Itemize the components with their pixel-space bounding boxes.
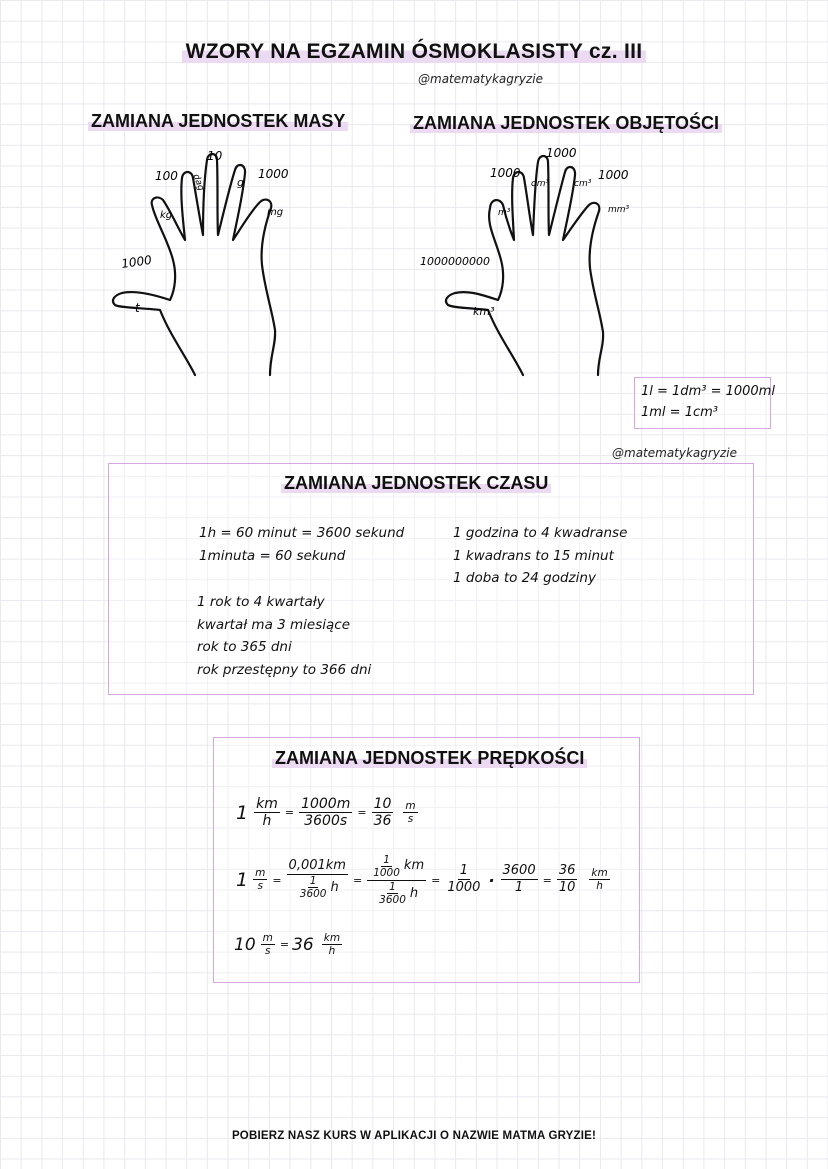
volume-unit-dm3: dm³ — [531, 179, 550, 189]
volume-hand-diagram — [418, 140, 638, 380]
volume-note-box — [634, 377, 775, 429]
volume-note-line-1: 1l = 1dm³ = 1000ml — [641, 384, 775, 399]
time-line: 1 godzina to 4 kwadranse — [453, 525, 628, 541]
time-left-group-1 — [199, 522, 404, 568]
fraction: $\frac{36}{10}$ — [558, 863, 576, 896]
author-handle-mid: @matematykagryzie — [612, 446, 737, 460]
time-line: 1 rok to 4 kwartały — [197, 594, 325, 610]
mass-hand-diagram — [100, 140, 320, 380]
mass-unit-kg: kg — [160, 210, 173, 221]
volume-unit-cm3: cm³ — [574, 179, 592, 189]
time-right-group — [453, 522, 627, 590]
mass-unit-g: g — [237, 176, 244, 189]
fraction: $\frac{1}{1000}$ km $\frac{1}{3600}$ h — [367, 854, 426, 906]
mass-heading: ZAMIANA JEDNOSTEK MASY — [88, 111, 348, 132]
fraction: $\frac{m}{s}$ — [405, 800, 416, 826]
fraction: $\frac{3600}{1}$ — [502, 863, 536, 896]
volume-factor-m3-dm3: 1000 — [490, 166, 521, 180]
fraction: $\frac{1}{1000}$ — [447, 863, 481, 896]
time-line: 1 doba to 24 godziny — [453, 570, 596, 586]
volume-unit-km3: km³ — [473, 305, 495, 318]
mass-factor-g-mg: 1000 — [258, 167, 289, 181]
time-line: kwartał ma 3 miesiące — [197, 616, 351, 633]
speed-formula-2: 1 $\frac{m}{s}$ = 0,001km $\frac{1}{3600}$ h = $\frac{1}{1000}$ km $\frac{1}{3600}$ h = $\frac{1}{1000}$ · $\frac{3600}{1}$ = $\frac{36}{10}$ $\frac{km}{h}$ — [236, 854, 608, 906]
time-left-group-2 — [197, 591, 371, 681]
time-line: rok przestępny to 366 dni — [197, 661, 372, 678]
volume-factor-cm3-mm3: 1000 — [598, 168, 629, 182]
fraction: $\frac{km}{h}$ — [256, 796, 278, 830]
time-line: 1h = 60 minut = 3600 sekund — [199, 525, 405, 541]
mass-factor-t-kg: 1000 — [120, 252, 153, 271]
fraction: $\frac{m}{s}$ — [255, 867, 266, 893]
time-heading: ZAMIANA JEDNOSTEK CZASU — [281, 473, 551, 494]
page-title: WZORY NA EGZAMIN ÓSMOKLASISTY cz. III — [0, 40, 828, 64]
author-handle-top: @matematykagryzie — [418, 72, 543, 86]
fraction: $\frac{1000m}{3600s}$ — [301, 796, 351, 830]
mass-unit-mg: mg — [267, 207, 284, 218]
fraction: 0,001km $\frac{1}{3600}$ h — [288, 858, 346, 901]
mass-unit-dag: dag — [190, 172, 206, 193]
speed-section — [213, 737, 640, 983]
fraction: $\frac{km}{h}$ — [323, 932, 341, 958]
time-line: 1 kwadrans to 15 minut — [453, 547, 614, 564]
volume-unit-mm3: mm³ — [608, 205, 630, 215]
volume-unit-m3: m³ — [498, 208, 511, 218]
time-line: rok to 365 dni — [197, 639, 292, 655]
speed-heading: ZAMIANA JEDNOSTEK PRĘDKOŚCI — [272, 748, 587, 769]
fraction: $\frac{10}{36}$ — [373, 796, 392, 830]
fraction: $\frac{km}{h}$ — [591, 867, 608, 893]
volume-heading: ZAMIANA JEDNOSTEK OBJĘTOŚCI — [410, 113, 722, 134]
volume-factor-dm3-cm3: 1000 — [546, 146, 577, 160]
mass-unit-t: t — [135, 301, 140, 315]
speed-formula-1: 1 $\frac{km}{h}$ = $\frac{1000m}{3600s}$ = $\frac{10}{36}$ $\frac{m}{s}$ — [236, 796, 416, 830]
footer-cta: POBIERZ NASZ KURS W APLIKACJI O NAZWIE MATMA GRYZIE! — [231, 1130, 597, 1142]
time-section — [108, 463, 754, 695]
time-line: 1minuta = 60 sekund — [199, 548, 346, 564]
fraction: $\frac{m}{s}$ — [262, 932, 273, 958]
mass-factor-dag-g: 10 — [207, 149, 223, 163]
volume-note-line-2: 1ml = 1cm³ — [641, 405, 718, 420]
volume-factor-km3-m3: 1000000000 — [420, 255, 490, 268]
speed-formula-3: 10 $\frac{m}{s}$ = 36 $\frac{km}{h}$ — [234, 932, 341, 958]
mass-factor-kg-dag: 100 — [155, 169, 178, 183]
